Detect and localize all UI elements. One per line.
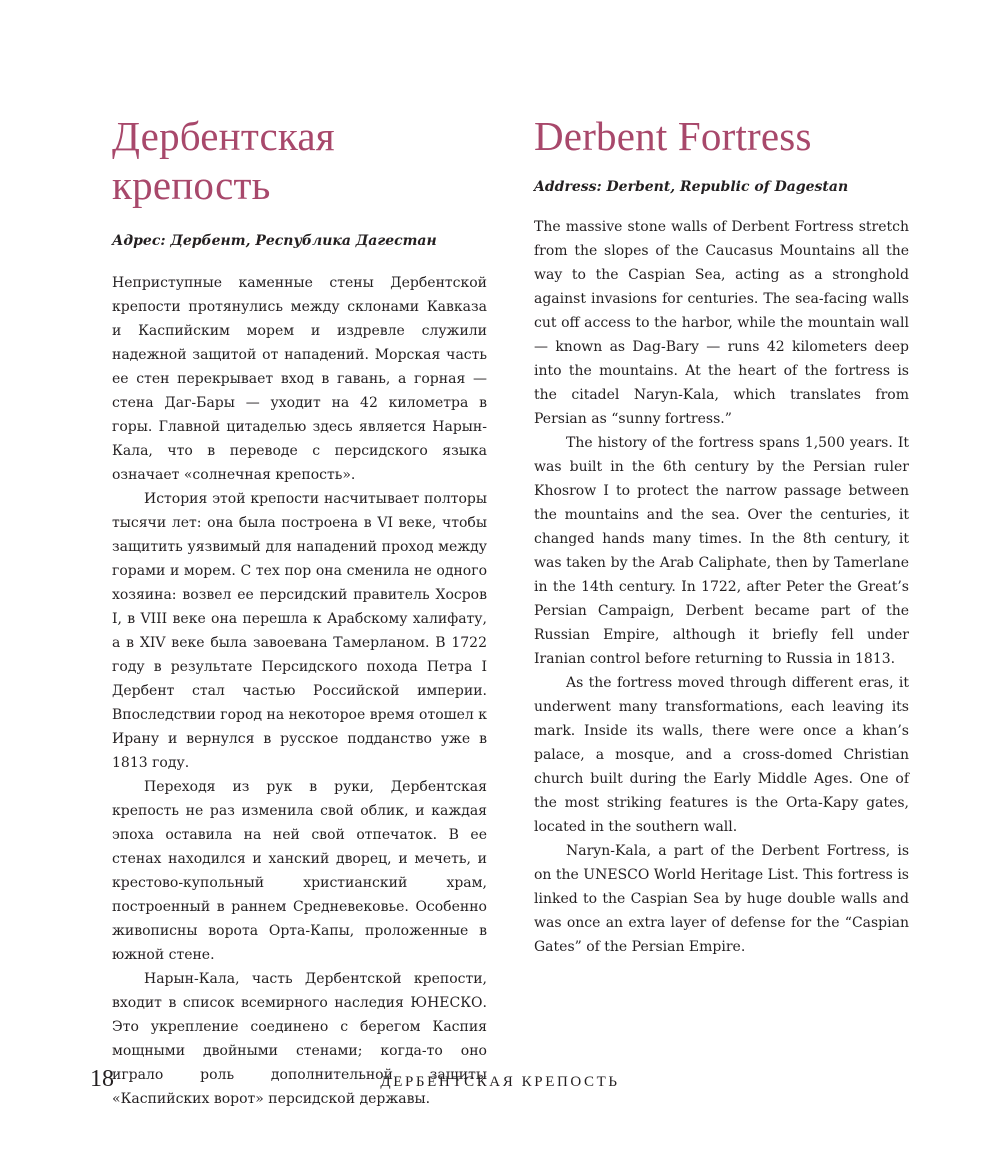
- russian-body: [112, 271, 487, 1111]
- english-address: Address: Derbent, Republic of Dagestan: [534, 179, 849, 195]
- english-title: Derbent Fortress: [534, 113, 812, 159]
- english-paragraph: The massive stone walls of Derbent Fortress stretch from the slopes of the Caucasus Mountains all the way to the Caspian Sea, acting as a stronghold against invasions for centuries. The sea-facing walls cut off access to the harbor, while the mountain wall — known as Dag-Bary — runs 42 kilometers deep into the mountains. At the heart of the fortress is the citadel Naryn-Kala, which translates from Persian as “sunny fortress.”: [534, 219, 909, 427]
- russian-paragraph: Переходя из рук в руки, Дербентская крепость не раз изменила свой облик, и каждая эпоха оставила на ней свой отпечаток. В ее стенах находился и ханский дворец, и мечеть, и крестово-купольный христианский храм, построенный в раннем Средневековье. Особенно живописны ворота Орта-Капы, проложенные в южной стене.: [112, 779, 487, 963]
- russian-column: [112, 0, 487, 1111]
- english-paragraph: The history of the fortress spans 1,500 years. It was built in the 6th century by the Persian ruler Khosrow I to protect the narrow passage between the mountains and the sea. Over the centuries, it changed hands many times. In the 8th century, it was taken by the Arab Caliphate, then by Tamerlane in the 14th century. In 1722, after Peter the Great’s Persian Campaign, Derbent became part of the Russian Empire, although it briefly fell under Iranian control before returning to Russia in 1813.: [534, 435, 909, 667]
- running-title: ДЕРБЕНТСКАЯ КРЕПОСТЬ: [380, 1074, 620, 1090]
- russian-paragraph: Неприступные каменные стены Дербентской крепости протянулись между склонами Кавказа и Каспийским морем и издревле служили надежной защитой от нападений. Морская часть ее стен перекрывает вход в гавань, а горная — стена Даг-Бары — уходит на 42 километра в горы. Главной цитаделью здесь является Нарын-Кала, что в переводе с персидского языка означает «солнечная крепость».: [112, 275, 487, 483]
- english-paragraph: Naryn-Kala, a part of the Derbent Fortress, is on the UNESCO World Heritage List. This fortress is linked to the Caspian Sea by huge double walls and was once an extra layer of defense for the “Caspian Gates” of the Persian Empire.: [534, 843, 909, 955]
- english-paragraph: As the fortress moved through different eras, it underwent many transformations, each leaving its mark. Inside its walls, there were once a khan’s palace, a mosque, and a cross-domed Christian church built during the Early Middle Ages. One of the most striking features is the Orta-Kapy gates, located in the southern wall.: [534, 675, 909, 835]
- english-body: [534, 215, 909, 959]
- english-column: [534, 0, 909, 959]
- russian-title: Дербентская крепость: [112, 113, 335, 208]
- russian-paragraph: Нарын-Кала, часть Дербентской крепости, входит в список всемирного наследия ЮНЕСКО. Это укрепление соединено с берегом Каспия мощными двойными стенами; когда-то оно играло роль дополнительной защиты «Каспийских ворот» персидской державы.: [112, 971, 487, 1107]
- page-number: 18: [90, 1066, 114, 1092]
- russian-paragraph: История этой крепости насчитывает полторы тысячи лет: она была построена в VI веке, чтобы защитить уязвимый для нападений проход между горами и морем. С тех пор она сменила не одного хозяина: возвел ее персидский правитель Хосров I, в VIII веке она перешла к Арабскому халифату, а в XIV веке была завоевана Тамерланом. В 1722 году в результате Персидского похода Петра I Дербент стал частью Российской империи. Впоследствии город на некоторое время отошел к Ирану и вернулся в русское подданство уже в 1813 году.: [112, 491, 488, 771]
- russian-address: Адрес: Дербент, Республика Дагестан: [112, 233, 437, 249]
